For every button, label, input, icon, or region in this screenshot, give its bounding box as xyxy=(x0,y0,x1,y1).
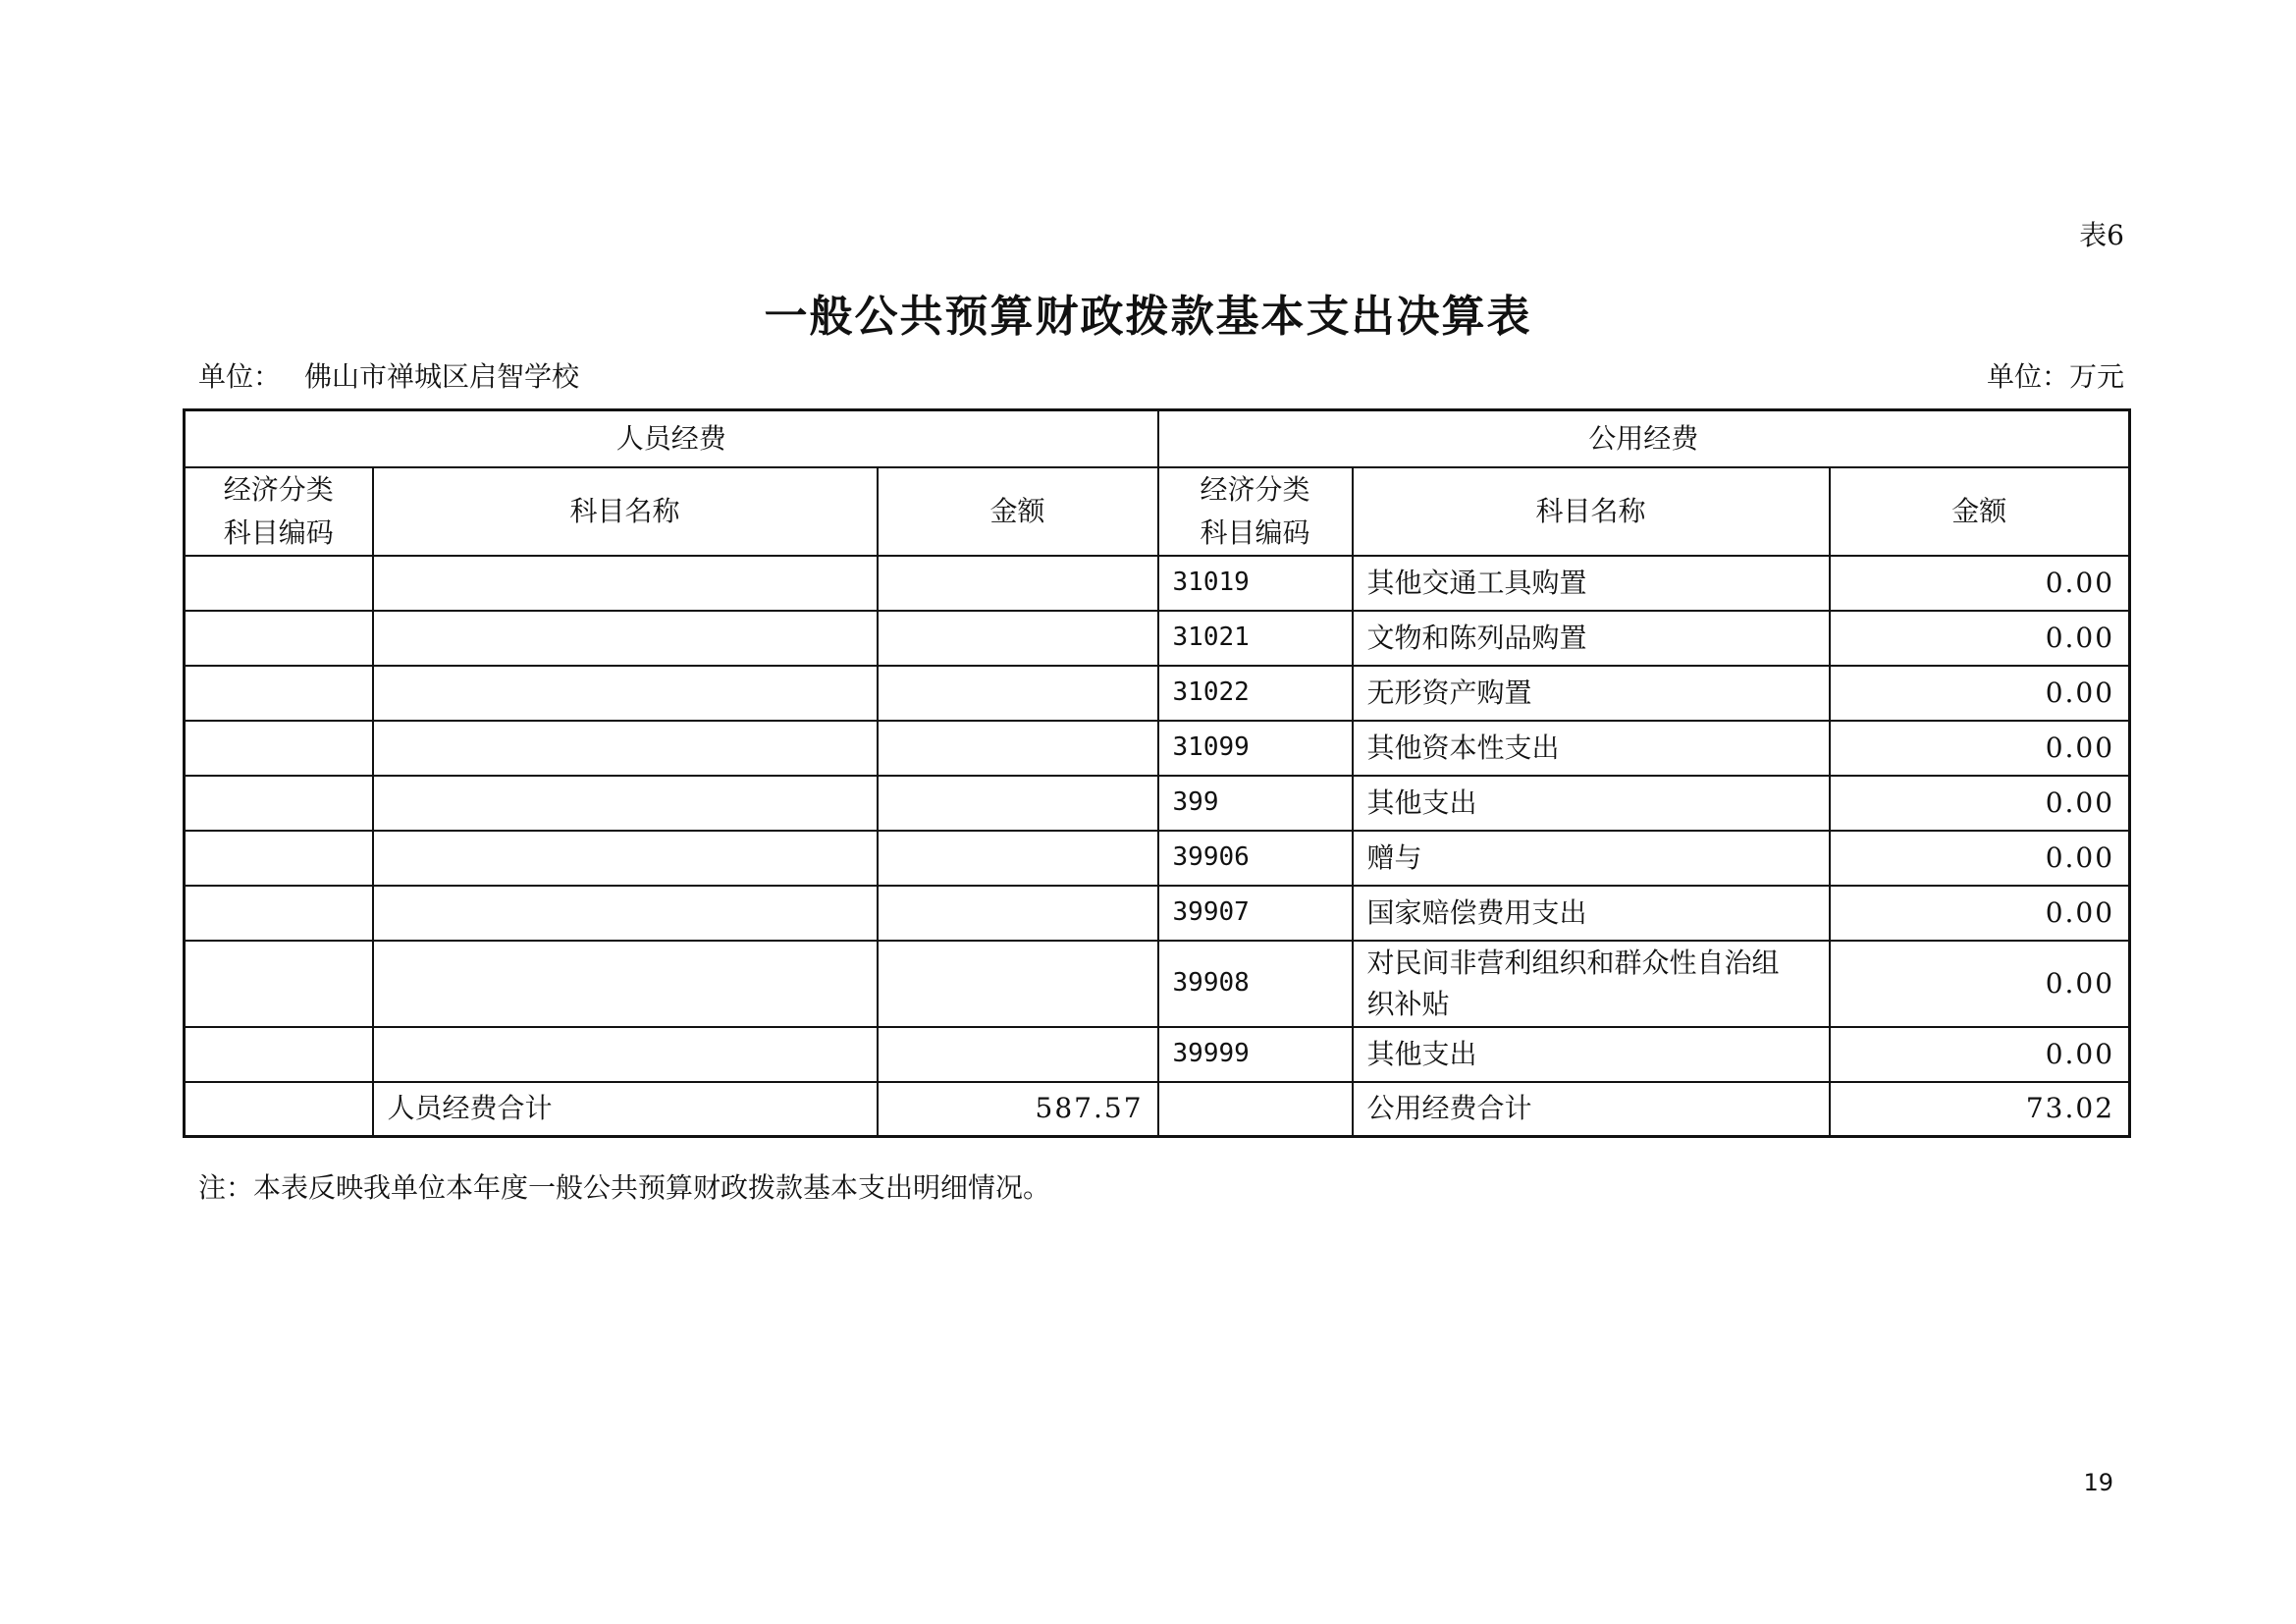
personnel-amount-cell xyxy=(878,831,1158,886)
personnel-code-cell xyxy=(185,721,373,776)
public-code-cell: 31022 xyxy=(1158,666,1353,721)
public-name-cell: 其他资本性支出 xyxy=(1353,721,1830,776)
page-title: 一般公共预算财政拨款基本支出决算表 xyxy=(764,292,1532,342)
personnel-amount-cell xyxy=(878,611,1158,666)
personnel-code-cell xyxy=(185,556,373,611)
public-name-cell: 文物和陈列品购置 xyxy=(1353,611,1830,666)
personnel-name-cell xyxy=(373,831,878,886)
public-amount-header: 金额 xyxy=(1830,467,2130,556)
public-name-cell: 其他交通工具购置 xyxy=(1353,556,1830,611)
expenditure-table xyxy=(183,408,2131,1138)
personnel-name-cell xyxy=(373,1027,878,1082)
table-number: 表6 xyxy=(2079,219,2124,251)
personnel-name-cell xyxy=(373,886,878,941)
personnel-amount-cell xyxy=(878,556,1158,611)
personnel-header: 人员经费 xyxy=(185,410,1158,467)
unit-org-name: 佛山市禅城区启智学校 xyxy=(304,360,580,393)
personnel-name-cell xyxy=(373,666,878,721)
personnel-name-cell xyxy=(373,776,878,831)
public-amount-cell: 0.00 xyxy=(1830,666,2130,721)
personnel-code-cell xyxy=(185,666,373,721)
public-code-cell: 31021 xyxy=(1158,611,1353,666)
public-amount-cell: 0.00 xyxy=(1830,556,2130,611)
public-code-cell: 31099 xyxy=(1158,721,1353,776)
personnel-amount-cell xyxy=(878,721,1158,776)
public-code-header: 经济分类 科目编码 xyxy=(1158,467,1353,556)
totals-row xyxy=(185,1082,2130,1137)
public-name-cell: 国家赔偿费用支出 xyxy=(1353,886,1830,941)
unit-organization xyxy=(198,355,579,395)
public-name-cell: 对民间非营利组织和群众性自治组 织补贴 xyxy=(1353,941,1830,1027)
personnel-amount-cell xyxy=(878,776,1158,831)
column-header-row xyxy=(185,467,2130,556)
personnel-code-cell xyxy=(185,1027,373,1082)
personnel-amount-header: 金额 xyxy=(878,467,1158,556)
public-header: 公用经费 xyxy=(1158,410,2130,467)
personnel-name-cell xyxy=(373,721,878,776)
public-amount-cell: 0.00 xyxy=(1830,776,2130,831)
table-row xyxy=(185,556,2130,611)
table-row xyxy=(185,666,2130,721)
personnel-amount-cell xyxy=(878,886,1158,941)
public-amount-cell: 0.00 xyxy=(1830,1027,2130,1082)
table-row xyxy=(185,611,2130,666)
public-code-cell: 31019 xyxy=(1158,556,1353,611)
public-code-cell: 399 xyxy=(1158,776,1353,831)
personnel-amount-cell xyxy=(878,666,1158,721)
public-amount-cell: 0.00 xyxy=(1830,941,2130,1027)
personnel-amount-cell xyxy=(878,1027,1158,1082)
table-row xyxy=(185,941,2130,1027)
public-total-code-cell xyxy=(1158,1082,1353,1137)
personnel-code-cell xyxy=(185,776,373,831)
personnel-total-label: 人员经费合计 xyxy=(373,1082,878,1137)
public-name-cell: 赠与 xyxy=(1353,831,1830,886)
table-row xyxy=(185,1027,2130,1082)
personnel-name-cell xyxy=(373,611,878,666)
public-total-amount: 73.02 xyxy=(1830,1082,2130,1137)
public-name-cell: 无形资产购置 xyxy=(1353,666,1830,721)
personnel-code-header: 经济分类 科目编码 xyxy=(185,467,373,556)
public-code-cell: 39999 xyxy=(1158,1027,1353,1082)
public-code-cell: 39907 xyxy=(1158,886,1353,941)
personnel-total-code-cell xyxy=(185,1082,373,1137)
public-name-header: 科目名称 xyxy=(1353,467,1830,556)
unit-org-label: 单位： xyxy=(198,360,282,393)
personnel-amount-cell xyxy=(878,941,1158,1027)
public-name-cell: 其他支出 xyxy=(1353,1027,1830,1082)
public-amount-cell: 0.00 xyxy=(1830,611,2130,666)
personnel-name-cell xyxy=(373,556,878,611)
unit-currency: 单位：万元 xyxy=(1986,360,2124,393)
public-code-cell: 39906 xyxy=(1158,831,1353,886)
public-amount-cell: 0.00 xyxy=(1830,831,2130,886)
table-row xyxy=(185,886,2130,941)
table-row xyxy=(185,721,2130,776)
group-header-row xyxy=(185,410,2130,467)
public-total-label: 公用经费合计 xyxy=(1353,1082,1830,1137)
personnel-total-amount: 587.57 xyxy=(878,1082,1158,1137)
personnel-code-cell xyxy=(185,941,373,1027)
public-amount-cell: 0.00 xyxy=(1830,886,2130,941)
public-code-cell: 39908 xyxy=(1158,941,1353,1027)
table-row xyxy=(185,831,2130,886)
public-amount-cell: 0.00 xyxy=(1830,721,2130,776)
table-row xyxy=(185,776,2130,831)
personnel-name-header: 科目名称 xyxy=(373,467,878,556)
table-note: 注：本表反映我单位本年度一般公共预算财政拨款基本支出明细情况。 xyxy=(198,1171,1051,1204)
personnel-code-cell xyxy=(185,611,373,666)
page-number: 19 xyxy=(2083,1469,2113,1496)
public-name-cell: 其他支出 xyxy=(1353,776,1830,831)
personnel-code-cell xyxy=(185,886,373,941)
personnel-code-cell xyxy=(185,831,373,886)
personnel-name-cell xyxy=(373,941,878,1027)
